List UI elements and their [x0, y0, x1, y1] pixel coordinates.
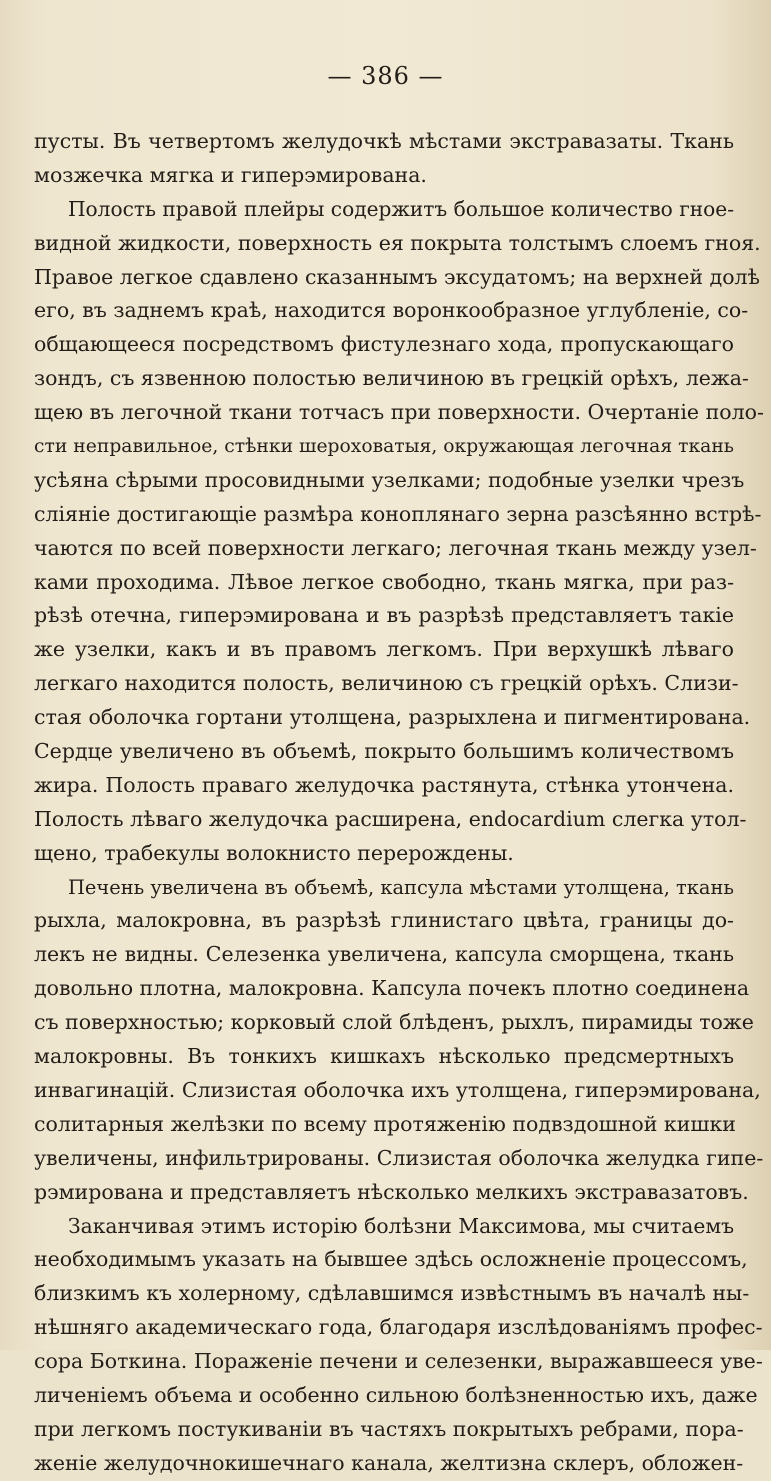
text-line: щено, трабекулы волокнисто перерождены. — [34, 840, 514, 865]
text-line: стая оболочка гортани утолщена, разрыхлена и пигментирована. — [34, 705, 751, 730]
text-line: съ поверхностью; корковый слой блѣденъ, рыхлъ, пирамиды тоже — [34, 1010, 754, 1035]
page-number: — 386 — — [327, 62, 444, 90]
text-line: ками проходима. Лѣвое легкое свободно, ткань мягка, при раз- — [34, 569, 734, 594]
text-line: сти неправильное, стѣнки шероховатыя, окружающая легочная ткань — [34, 436, 734, 458]
text-line: же узелки, какъ и въ правомъ легкомъ. При верхушкѣ лѣваго — [34, 637, 734, 662]
text-line: Заканчивая этимъ исторію болѣзни Максимова, мы считаемъ — [68, 1213, 734, 1238]
text-line: солитарныя желѣзки по всему протяженію подвздошной кишки — [34, 1111, 736, 1136]
text-line: рыхла, малокровна, въ разрѣзѣ глинистаго цвѣта, границы до- — [34, 908, 734, 933]
text-line: Печень увеличена въ объемѣ, капсула мѣстами утолщена, ткань — [68, 875, 734, 899]
text-line: Полость лѣваго желудочка расширена, endocardium слегка утол- — [34, 806, 747, 831]
text-line: Правое легкое сдавлено сказаннымъ эксудатомъ; на верхней долѣ — [34, 264, 760, 289]
text-line: сліяніе достигающіе размѣра коноплянаго зерна разсѣянно встрѣ- — [34, 501, 762, 526]
text-line: личеніемъ объема и особенно сильною болѣзненностью ихъ, даже — [34, 1382, 758, 1407]
text-line: инвагинацій. Слизистая оболочка ихъ утолщена, гиперэмирована, — [34, 1077, 761, 1102]
text-line: усѣяна сѣрыми просовидными узелками; подобные узелки чрезъ — [34, 467, 745, 492]
text-line: Полость правой плейры содержитъ большое количество гное- — [68, 196, 734, 221]
text-line: жира. Полость праваго желудочка растянута, стѣнка утончена. — [34, 772, 734, 797]
text-line: общающееся посредствомъ фистулезнаго хода, пропускающаго — [34, 332, 734, 357]
text-line: рэмирована и представляетъ нѣсколько мелкихъ экстравазатовъ. — [34, 1179, 749, 1204]
body-text — [34, 125, 764, 1481]
text-line: довольно плотна, малокровна. Капсула почекъ плотно соединена — [34, 976, 750, 1001]
text-line: при легкомъ постукиваніи въ частяхъ покрытыхъ ребрами, пора- — [34, 1416, 744, 1441]
text-line: сора Боткина. Пораженіе печени и селезенки, выражавшееся уве- — [34, 1349, 763, 1374]
text-line: малокровны. Въ тонкихъ кишкахъ нѣсколько предсмертныхъ — [34, 1044, 734, 1069]
text-line: чаются по всей поверхности легкаго; легочная ткань между узел- — [34, 535, 757, 560]
text-line: зондъ, съ язвенною полостью величиною въ грецкій орѣхъ, лежа- — [34, 366, 749, 391]
text-line: мозжечка мягка и гиперэмирована. — [34, 162, 427, 187]
text-line: нѣшняго академическаго года, благодаря изслѣдованіямъ профес- — [34, 1315, 763, 1340]
text-line: женіе желудочнокишечнаго канала, желтизна склеръ, обложен- — [34, 1450, 744, 1475]
text-line: видной жидкости, поверхность ея покрыта толстымъ слоемъ гноя. — [34, 230, 761, 255]
text-line: лекъ не видны. Селезенка увеличена, капсула сморщена, ткань — [34, 942, 734, 967]
text-line: рѣзѣ отечна, гиперэмирована и въ разрѣзѣ представляетъ такіе — [34, 603, 734, 628]
text-line: близкимъ къ холерному, сдѣлавшимся извѣстнымъ въ началѣ ны- — [34, 1281, 750, 1306]
text-line: необходимымъ указать на бывшее здѣсь осложненіе процессомъ, — [34, 1247, 748, 1272]
text-line: его, въ заднемъ краѣ, находится воронкообразное углубленіе, со- — [34, 298, 749, 323]
text-line: щею въ легочной ткани тотчасъ при поверхности. Очертаніе поло- — [34, 400, 764, 425]
text-line: Сердце увеличено въ объемѣ, покрыто большимъ количествомъ — [34, 739, 734, 764]
text-line: пусты. Въ четвертомъ желудочкѣ мѣстами экстравазаты. Ткань — [34, 129, 734, 153]
text-line: легкаго находится полость, величиною съ грецкій орѣхъ. Слизи- — [34, 671, 739, 696]
text-line: увеличены, инфильтрированы. Слизистая оболочка желудка гипе- — [34, 1145, 764, 1170]
